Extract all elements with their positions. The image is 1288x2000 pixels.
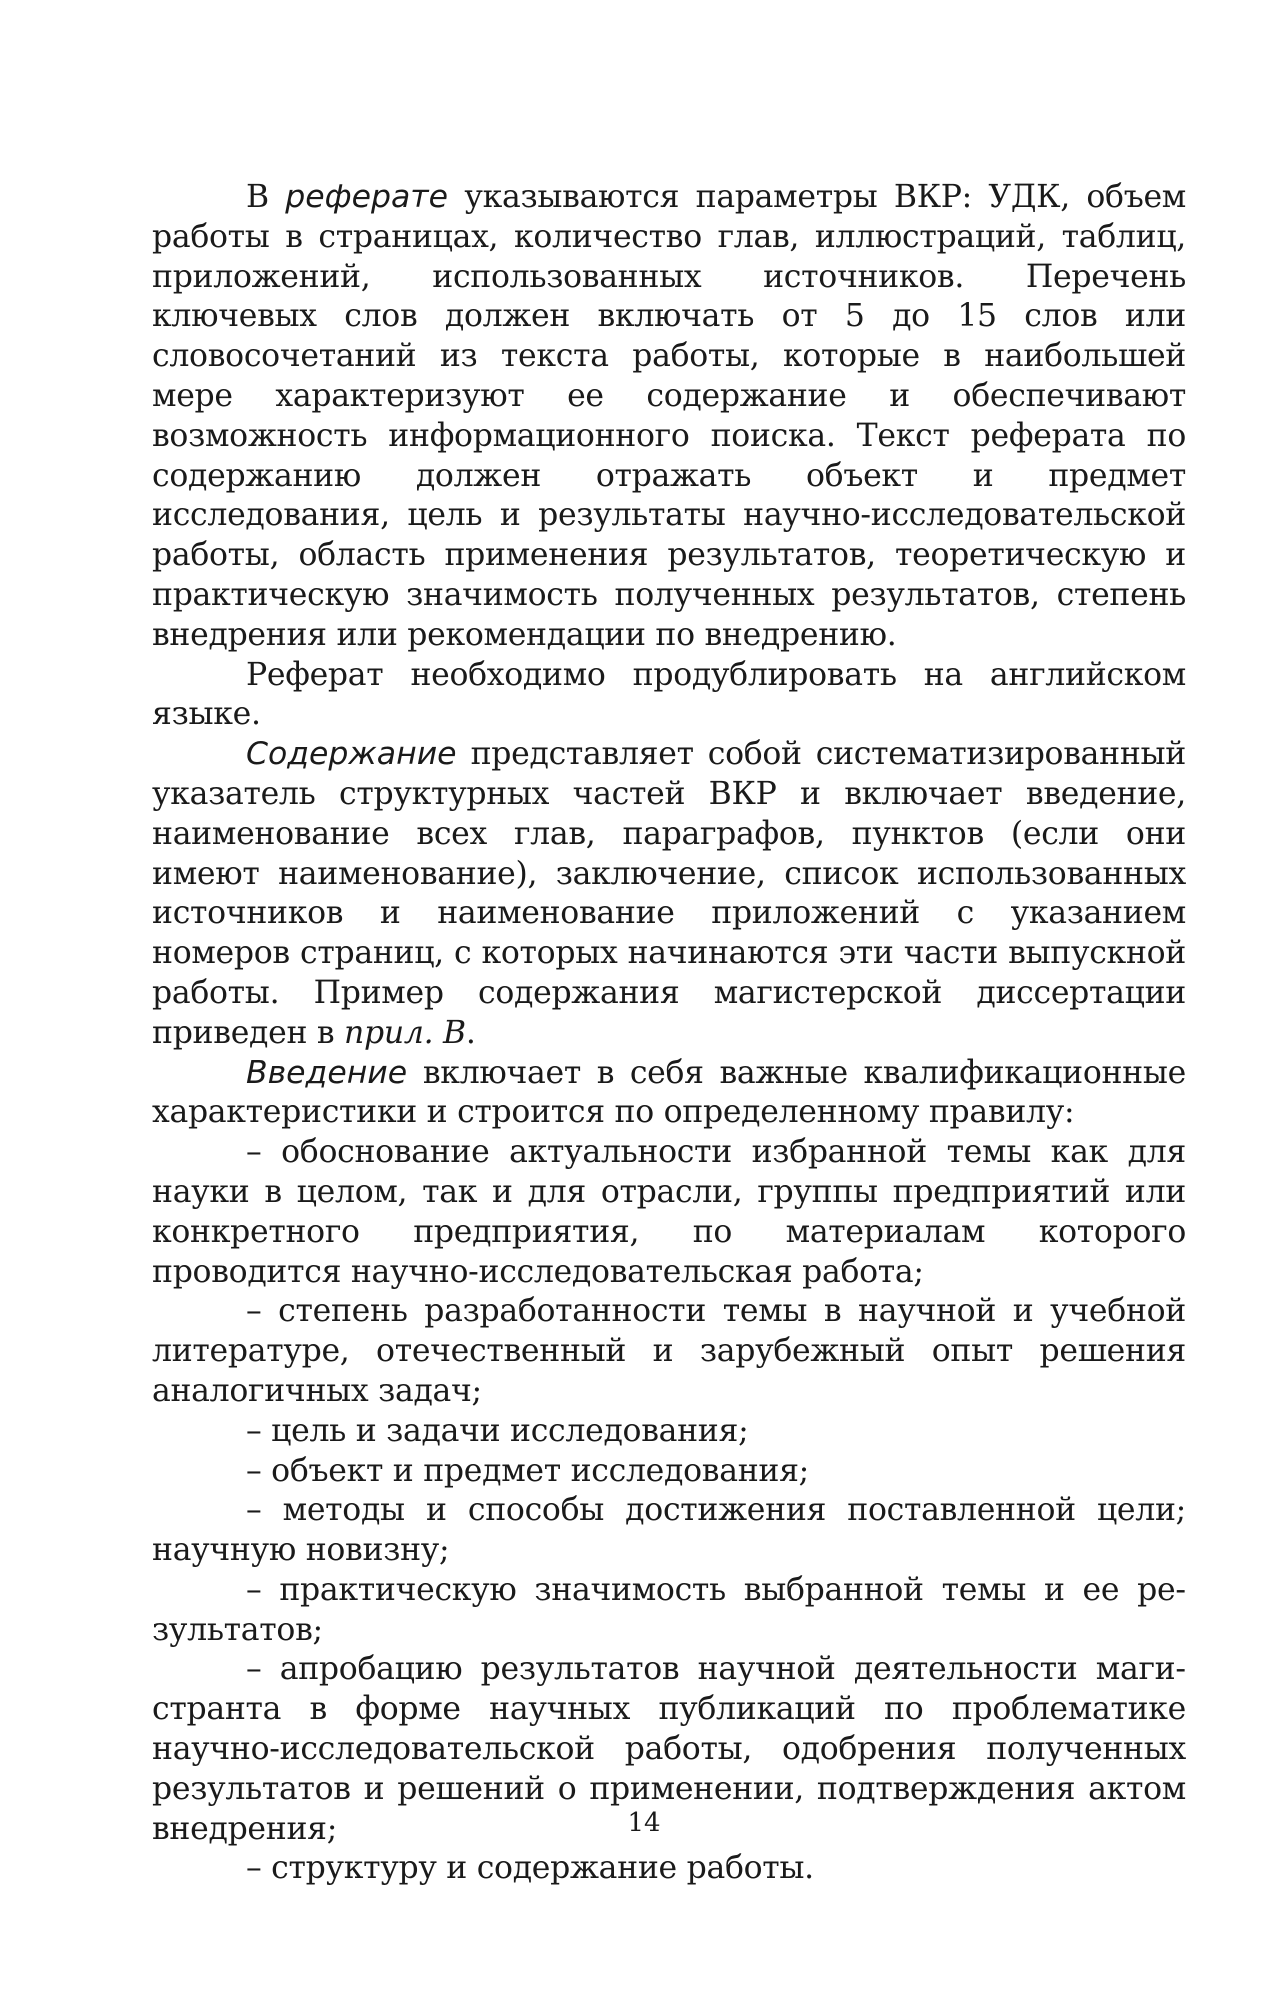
appendix-reference: прил. В bbox=[344, 1014, 466, 1051]
contents-text: представляет собой систематизированный указатель структурных частей ВКР и включает введение, наименование всех глав, параграфов, пунктов (если они имеют наименование), заключение, список использованных источников и наименование приложений с указанием номеров страниц, с которых начинаются эти части выпускной работы. Пример содержания магистерской диссертации приведен в bbox=[152, 736, 1186, 1051]
list-item-approbation: – апробацию результатов научной деятельности магистранта в форме научных публикаций по проблематике научно-исследовательской работы, одобрения полученных результатов и решений о применении, подтверждения актом внедрения; bbox=[152, 1651, 1186, 1847]
contents-end: . bbox=[465, 1014, 476, 1051]
list-item-structure: – структуру и содержание работы. bbox=[246, 1850, 814, 1887]
paragraph-abstract-english: Реферат необходимо продублировать на английском языке. bbox=[152, 656, 1186, 733]
page-number: 14 bbox=[627, 1808, 661, 1838]
abstract-text: указываются параметры ВКР: УДК, объем работы в страницах, количество глав, иллюстраций, таблиц, приложений, использованных источников. Перечень ключевых слов должен включать от 5 до 15 слов или словосочетаний из текста работы, которые в наибольшей мере характеризуют ее содержание и обеспечивают возможность информационного поиска. Текст реферата по содержанию должен отражать объект и предмет исследования, цель и результаты научно-исследовательской работы, область применения результатов, теоретическую и практическую значимость полученных результатов, степень внедрения или рекомендации по внедрению. bbox=[152, 179, 1186, 653]
paragraph-introduction bbox=[152, 1054, 1186, 1134]
introduction-text: включает в себя важные квалификационные характеристики и строится по определенному правилу: bbox=[152, 1054, 1186, 1131]
list-item-practical-significance: – практическую значимость выбранной темы и ее результатов; bbox=[152, 1571, 1186, 1648]
paragraph-abstract bbox=[152, 178, 1186, 656]
list-item-elaboration: – степень разработанности темы в научной и учебной литературе, отечественный и зарубежный опыт решения аналогичных задач; bbox=[152, 1293, 1186, 1409]
abstract-lead: В bbox=[246, 179, 286, 215]
term-abstract: реферате bbox=[285, 179, 448, 215]
list-item-goals: – цель и задачи исследования; bbox=[246, 1412, 749, 1449]
paragraph-contents bbox=[152, 735, 1186, 1053]
list-item-relevance: – обоснование актуальности избранной темы как для науки в целом, так и для отрасли, группы предприятий или конкретного предприятия, по материалам которого проводится научно-исследовательская работа; bbox=[152, 1134, 1186, 1290]
document-page bbox=[152, 178, 1186, 1889]
list-item-methods: – методы и способы достижения поставленной цели; научную новизну; bbox=[152, 1492, 1186, 1569]
term-contents: Содержание bbox=[246, 736, 457, 773]
list-item-object: – объект и предмет исследования; bbox=[246, 1452, 809, 1489]
term-introduction: Введение bbox=[246, 1054, 408, 1091]
